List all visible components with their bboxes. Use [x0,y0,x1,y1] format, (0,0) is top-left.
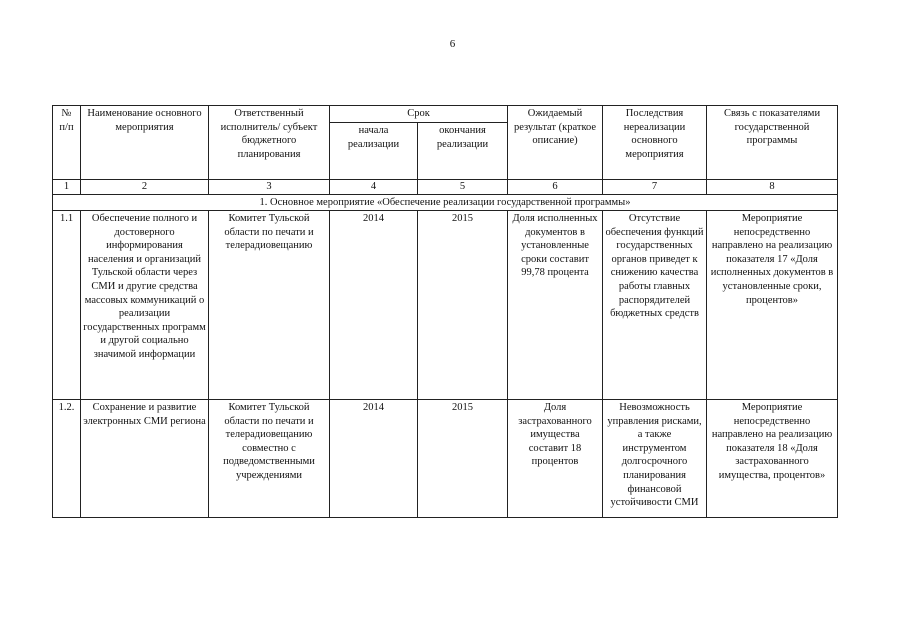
row-start-year: 2014 [330,400,418,518]
column-number: 7 [603,180,707,195]
row-end-year: 2015 [418,211,508,400]
header-link-indicators: Связь с показателями государственной программы [707,106,838,180]
table-row [53,400,838,518]
column-number: 2 [81,180,209,195]
program-measures-table [52,105,838,518]
header-end: окончания реализации [418,123,508,180]
row-measure-name: Сохранение и развитие электронных СМИ региона [81,400,209,518]
row-responsible: Комитет Тульской области по печати и телерадиовещанию совместно с подведомственными учреждениями [209,400,330,518]
header-term: Срок [330,106,508,123]
row-start-year: 2014 [330,211,418,400]
row-consequences: Отсутствие обеспечения функций государственных органов приведет к снижению качества работы главных распорядителей бюджетных средств [603,211,707,400]
header-responsible: Ответственный исполнитель/ субъект бюджетного планирования [209,106,330,180]
row-link-indicators: Мероприятие непосредственно направлено на реализацию показателя 18 «Доля застрахованного имущества, процентов» [707,400,838,518]
row-expected-result: Доля застрахованного имущества составит 18 процентов [508,400,603,518]
row-measure-name: Обеспечение полного и достоверного информирования населения и организаций Тульской области через СМИ и другие средства массовых коммуникаций о реализации государственных программ и другой социально значимой информации [81,211,209,400]
section-row [53,195,838,211]
page-number: 6 [449,38,456,50]
column-number: 1 [53,180,81,195]
row-link-indicators: Мероприятие непосредственно направлено на реализацию показателя 17 «Доля исполненных документов в установленные сроки, процентов» [707,211,838,400]
row-responsible: Комитет Тульской области по печати и телерадиовещанию [209,211,330,400]
row-number: 1.2. [53,400,81,518]
column-number: 8 [707,180,838,195]
section-title: 1. Основное мероприятие «Обеспечение реализации государственной программы» [53,195,838,211]
row-number: 1.1 [53,211,81,400]
column-number: 4 [330,180,418,195]
header-measure-name: Наименование основного мероприятия [81,106,209,180]
header-expected-result: Ожидаемый результат (краткое описание) [508,106,603,180]
table-header-row [53,106,838,123]
table-row [53,211,838,400]
row-expected-result: Доля исполненных документов в установленные сроки составит 99,78 процента [508,211,603,400]
column-number-row [53,180,838,195]
header-consequences: Последствия нереализации основного мероприятия [603,106,707,180]
header-number: № п/п [53,106,81,180]
column-number: 5 [418,180,508,195]
header-start: начала реализации [330,123,418,180]
row-consequences: Невозможность управления рисками, а также инструментом долгосрочного планирования финансовой устойчивости СМИ [603,400,707,518]
column-number: 6 [508,180,603,195]
column-number: 3 [209,180,330,195]
row-end-year: 2015 [418,400,508,518]
